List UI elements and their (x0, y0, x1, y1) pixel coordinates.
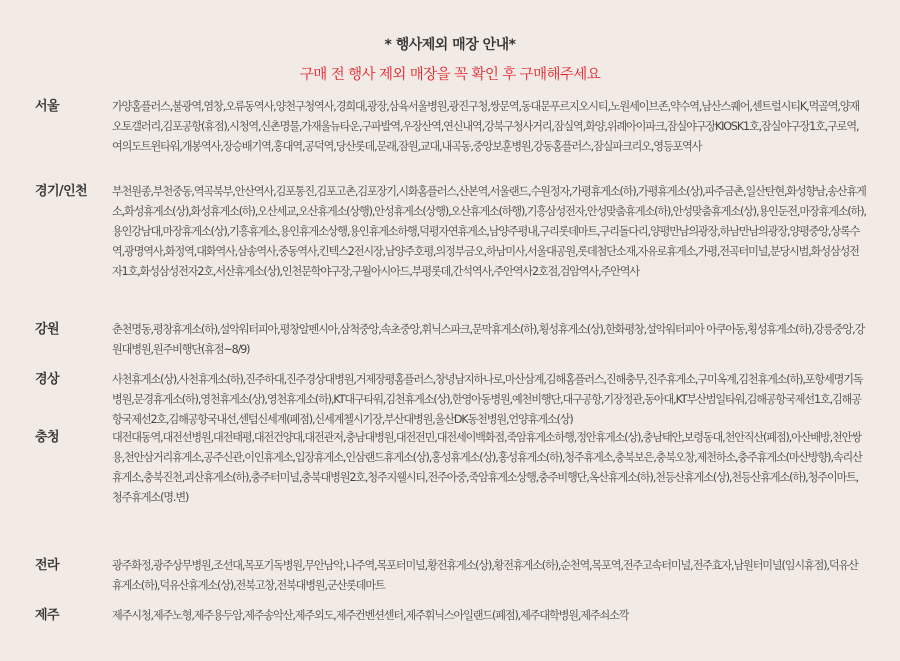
region-store-list: 가양홈플러스,불광역,염창,오류동역사,양천구청역사,경희대,광장,삼육서울병원,광진구청,쌍문역,동대문푸르지오시티,노원세이브존,약수역,남산스퀘어,센트럴시티K,먹골역,양재오토갤러리,김포공항(휴점),시청역,신촌명물,가재울뉴타운,구파발역,우장산역,연신내역,강북구청사거리,잠실역,화양,위례아이파크,잠실야구장KIOSK1호,잠실야구장1호,구로역,여의도트윈타워,개봉역사,장승배기역,홍대역,공덕역,당산롯데,문래,잠원,교대,내곡동,중앙보훈병원,강동홈플러스,잠실파크리오,영등포역사 (112, 100, 860, 153)
region-store-list: 부천원종,부천중동,역곡북부,안산역사,김포통진,김포고촌,김포장기,시화홈플러스,산본역,서울랜드,수원정자,가평휴게소(하),가평휴게소(상),파주금촌,일산탄현,화성향남,송산휴게소,화성휴게소(상),화성휴게소(하),오산세교,오산휴게소(상행),안성휴게소(상행),오산휴게소(하행),기흥삼성전자,안성맞춤휴게소(하),안성맞춤휴게소(상),용인둔전,마장휴게소(하),용인강남대,마장휴게소(상),기흥휴게소,용인휴게소상행,용인휴게소하행,덕평자연휴게소,남양주평내,구리롯데마트,구리돌다리,양평만남의광장,하남만남의광장,양평중앙,상록수역,광명역사,화정역,대화역사,삼송역사,중동역사,킨텍스2전시장,남양주호평,의정부금오,하남미사,서울대공원,롯데첨단소재,자유로휴게소,가평,전곡터미널,분당시범,화성삼성전자1호,화성삼성전자2호,서산휴게소(상),인천문학야구장,구월아시아드,부평롯데,간석역사,주안역사2호점,검암역사,주안역사 (112, 185, 866, 278)
notice-subtitle: 구매 전 행사 제외 매장을 꼭 확인 후 구매해주세요 (299, 67, 601, 83)
region-store-list: 사천휴게소(상),사천휴게소(하),진주하대,진주경상대병원,거제장평홈플러스,창녕남지하나로,마산삼계,김해홈플러스,진해충무,진주휴게소,구미옥계,김천휴게소(하),포항세명기독병원,문경휴게소(하),영천휴게소(상),영천휴게소(하),KT대구타워,김천휴게소(상),한영아동병원,예천비행단,대구공항,기장정관,동아대,KT부산범일타워,김해공항국제선1호,김해공항국제선2호,김해공항국내선,센텀신세계(폐점),신세계첼시기장,부산대병원,울산DK동천병원,언양휴게소(상) (112, 373, 863, 426)
region-name: 경기/인천 (35, 184, 87, 199)
region-store-list: 춘천명동,평창휴게소(하),설악워터피아,평창알펜시아,삼척중앙,속초중앙,휘닉스파크,문막휴게소(하),횡성휴게소(상),한화평창,설악워터피아 아쿠아동,횡성휴게소(하),강릉중앙,강원대병원,원주비행단(휴점~8/9) (112, 323, 865, 356)
region-name: 충청 (35, 430, 59, 445)
region-name: 경상 (35, 372, 59, 387)
region-store-list: 광주화정,광주상무병원,조선대,목포기독병원,무안남악,나주역,목포터미널,황전휴게소(상),황전휴게소(하),순천역,목포역,전주고속터미널,전주효자,남원터미널(임시휴점),덕유산휴게소(하),덕유산휴게소(상),전북고창,전북대병원,군산롯데마트 (112, 559, 858, 592)
region-store-list: 대전대동역,대전선병원,대전태평,대전건양대,대전관저,충남대병원,대전전민,대전세이백화점,죽암휴게소하행,정안휴게소(상),충남태안,보령동대,천안직산(폐점),아산배방,천안쌍용,천안삼거리휴게소,공주신관,이인휴게소,입장휴게소,인삼랜드휴게소(상),홍성휴게소(상),홍성휴게소(하),청주휴게소,충북보은,충북오창,제천하소,충주휴게소(마산방향),속리산휴게소,충북진천,괴산휴게소(하),충주터미널,충북대병원2호,청주지웰시티,전주아중,죽암휴게소상행,충주비행단,옥산휴게소(하),천등산휴게소(상),천등산휴게소(하),청주이마트,청주휴게소(명.변) (112, 431, 862, 504)
region-store-list: 제주시청,제주노형,제주용두암,제주송악산,제주외도,제주컨벤션센터,제주휘닉스아일랜드(폐점),제주대학병원,제주쇠소깍 (112, 609, 629, 622)
region-name: 서울 (35, 99, 59, 114)
region-name: 강원 (35, 322, 59, 337)
region-name: 전라 (35, 558, 59, 573)
region-name: 제주 (35, 608, 59, 623)
notice-title: * 행사제외 매장 안내* (384, 37, 516, 53)
